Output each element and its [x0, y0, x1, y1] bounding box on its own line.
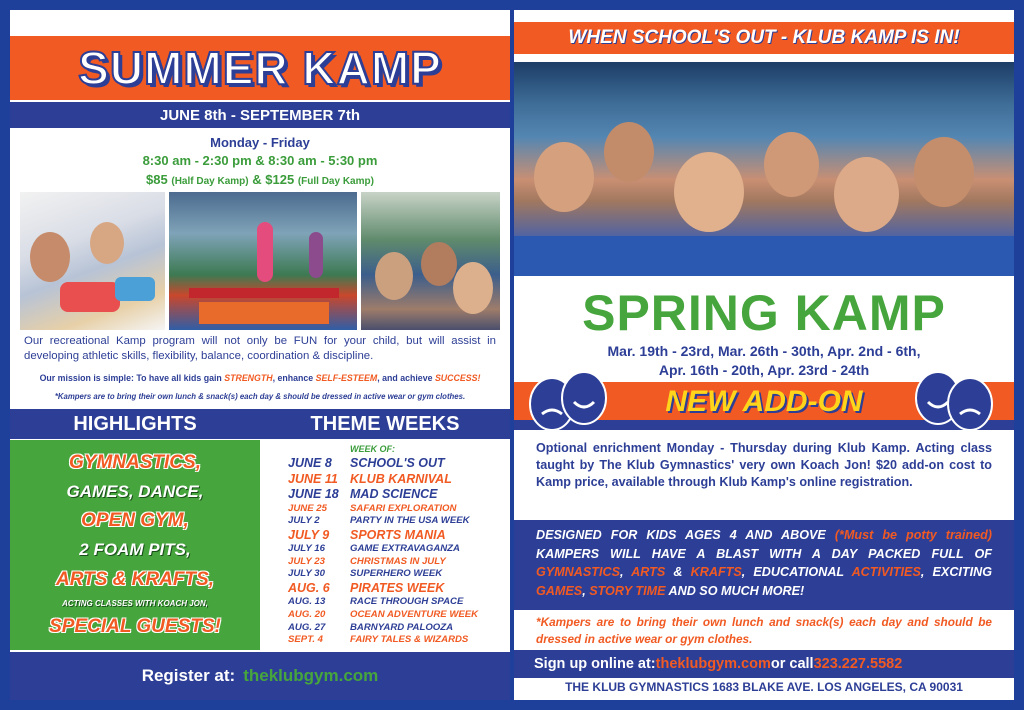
- week-of-label: WEEK OF:: [350, 444, 395, 454]
- highlight-item: GYMNASTICS,: [69, 452, 201, 474]
- theme-week-row: JULY 23 CHRISTMAS IN JULY: [288, 555, 446, 567]
- highlight-item: ARTS & KRAFTS,: [56, 568, 214, 590]
- summer-kamp-flyer: [10, 10, 510, 700]
- summer-dates: JUNE 8th - SEPTEMBER 7th: [10, 102, 510, 128]
- theme-weeks-list: [260, 440, 510, 650]
- spring-dates: Mar. 19th - 23rd, Mar. 26th - 30th, Apr. 2nd - 6th, Apr. 16th - 20th, Apr. 23rd - 24th: [607, 343, 921, 378]
- theme-weeks-heading: THEME WEEKS: [310, 412, 460, 435]
- theme-week-row: AUG. 27 BARNYARD PALOOZA: [288, 621, 454, 633]
- school-out-banner: WHEN SCHOOL'S OUT - KLUB KAMP IS IN!: [514, 22, 1014, 54]
- summer-description: Our recreational Kamp program will not only be FUN for your child, but will assist in developing athletic skills, flexibility, balance, coordination & discipline.: [24, 335, 496, 362]
- signup-link[interactable]: theklubgym.com: [655, 656, 771, 672]
- register-link[interactable]: theklubgym.com: [243, 666, 379, 685]
- summer-days: Monday - Friday: [210, 135, 310, 150]
- highlight-item: ACTING CLASSES WITH KOACH JON,: [62, 598, 208, 608]
- theme-week-row: JUNE 25 SAFARI EXPLORATION: [288, 502, 457, 514]
- summer-title-band: [10, 36, 510, 100]
- theme-week-row: JULY 30 SUPERHERO WEEK: [288, 568, 443, 580]
- theme-week-row: JULY 9 SPORTS MANIA: [288, 527, 446, 542]
- theme-week-row: AUG. 20 OCEAN ADVENTURE WEEK: [288, 609, 479, 621]
- summer-prices: $85 (Half Day Kamp) & $125 (Full Day Kamp): [146, 172, 374, 187]
- new-addon-title: NEW ADD-ON: [665, 385, 863, 418]
- gymnastics-beam-photo: [169, 192, 357, 330]
- summer-mission: Our mission is simple: To have all kids gain STRENGTH, enhance SELF-ESTEEM, and achieve SUCCESS!: [39, 373, 481, 383]
- summer-photo-strip: [20, 192, 500, 330]
- group-kids-photo: [514, 62, 1014, 276]
- theme-week-row: JUNE 11 KLUB KARNIVAL: [288, 471, 452, 486]
- theme-week-row: JULY 16 GAME EXTRAVAGANZA: [288, 543, 460, 555]
- register-bar: [10, 652, 510, 700]
- highlight-item: GAMES, DANCE,: [66, 482, 204, 502]
- highlight-item: OPEN GYM,: [81, 510, 189, 532]
- highlights-list: [10, 440, 260, 650]
- group-activity-photo: [361, 192, 500, 330]
- summer-note: *Kampers are to bring their own lunch & snack(s) each day & should be dressed in active wear or gym clothes.: [54, 392, 466, 401]
- designed-for-kids: DESIGNED FOR KIDS AGES 4 AND ABOVE (*Must be potty trained) KAMPERS WILL HAVE A BLAST WITH A DAY PACKED FULL OF GYMNASTICS, ARTS & KRAFTS, EDUCATIONAL ACTIVITIES, EXCITING GAMES, STORY TIME AND SO MUCH MORE!: [514, 520, 1014, 610]
- theme-week-row: AUG. 6 PIRATES WEEK: [288, 580, 445, 595]
- signup-or: or call: [770, 656, 814, 672]
- summer-schedule: [10, 134, 510, 191]
- section-headings: [10, 409, 510, 439]
- kids-crafts-photo: [20, 192, 165, 330]
- summer-kamp-title: SUMMER KAMP: [78, 42, 442, 94]
- phone-number[interactable]: 323.227.5582: [813, 656, 903, 672]
- highlight-item: SPECIAL GUESTS!: [49, 615, 221, 637]
- address: THE KLUB GYMNASTICS 1683 BLAKE AVE. LOS ANGELES, CA 90031: [565, 680, 963, 694]
- highlight-item: 2 FOAM PITS,: [79, 540, 191, 560]
- theme-week-row: JUNE 8 SCHOOL'S OUT: [288, 456, 445, 470]
- spring-note: *Kampers are to bring their own lunch and snack(s) each day and should be dressed in active wear or gym clothes.: [536, 615, 992, 646]
- theme-week-row: JUNE 18 MAD SCIENCE: [288, 487, 438, 501]
- signup-bar: [514, 650, 1014, 678]
- spring-kamp-flyer: [514, 10, 1014, 700]
- theme-week-row: AUG. 13 RACE THROUGH SPACE: [288, 596, 464, 608]
- theme-week-row: JULY 2 PARTY IN THE USA WEEK: [288, 515, 470, 527]
- spring-kamp-title: SPRING KAMP: [582, 285, 946, 341]
- highlights-heading: HIGHLIGHTS: [73, 412, 197, 435]
- summer-hours: 8:30 am - 2:30 pm & 8:30 am - 5:30 pm: [142, 153, 378, 168]
- theme-week-row: SEPT. 4 FAIRY TALES & WIZARDS: [288, 634, 469, 646]
- signup-label: Sign up online at:: [534, 656, 656, 672]
- addon-description: Optional enrichment Monday - Thursday during Klub Kamp. Acting class taught by The Klub Gymnastics' very own Koach Jon! $20 add-on cost to Kamp price, available through Klub Kamp's online registration.: [536, 441, 992, 489]
- register-label: Register at:: [141, 666, 236, 685]
